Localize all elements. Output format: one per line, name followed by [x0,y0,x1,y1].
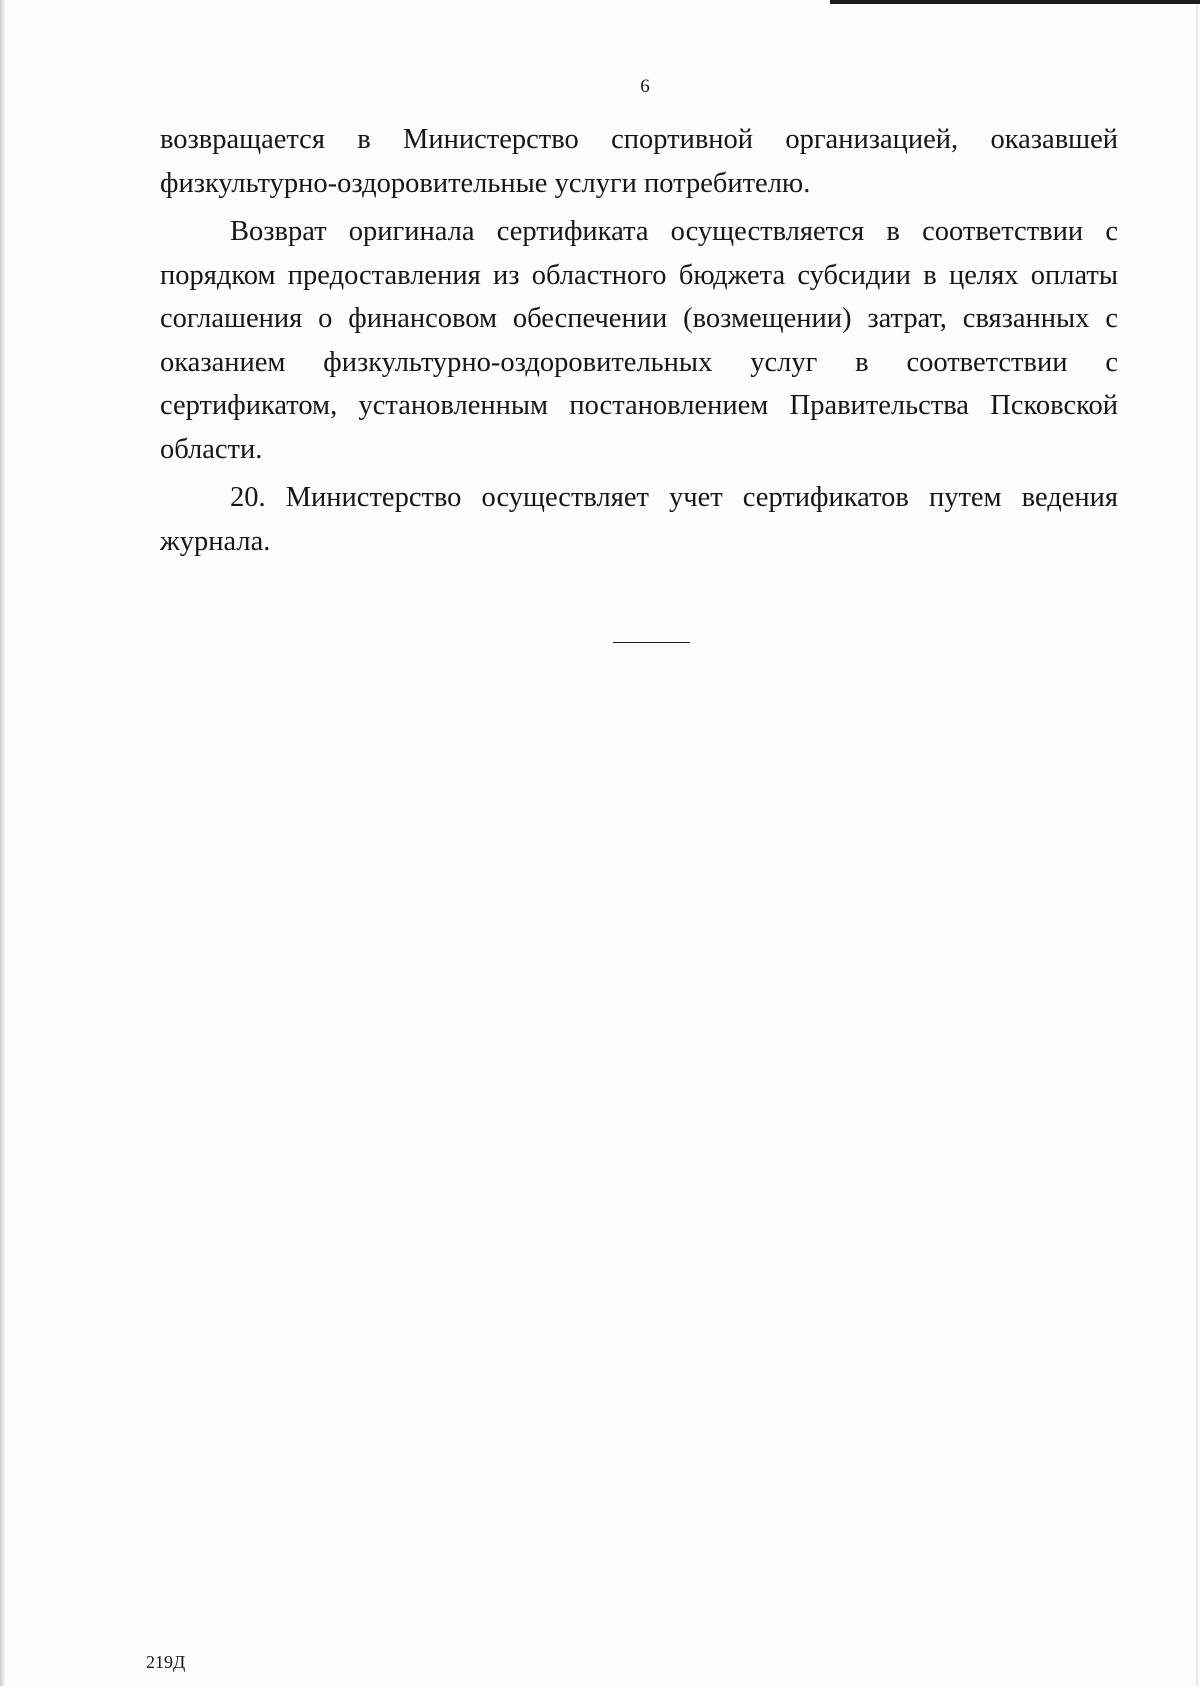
scan-right-edge [1195,0,1198,1686]
document-body [160,118,1118,568]
paragraph-certificate-return: Возврат оригинала сертификата осуществляется в соответствии с порядком предоставления из областного бюджета субсидии в целях оплаты соглашения о финансовом обеспечении (возмещении) затрат, связанных с оказанием физкультурно-оздоровительных услуг в соответствии с сертификатом, установленным постановлением Правительства Псковской области. [160,216,1118,465]
scan-top-edge-line [830,0,1200,4]
paragraph-item-20: 20. Министерство осуществляет учет сертификатов путем ведения журнала. [160,482,1118,557]
page-number: 6 [640,76,650,97]
end-of-text-rule [613,642,690,643]
paragraph-continuation: возвращается в Министерство спортивной организацией, оказавшей физкультурно-оздоровительные услуги потребителю. [160,124,1118,199]
scan-binding-edge [0,0,5,1686]
document-code: 219Д [146,1652,186,1672]
